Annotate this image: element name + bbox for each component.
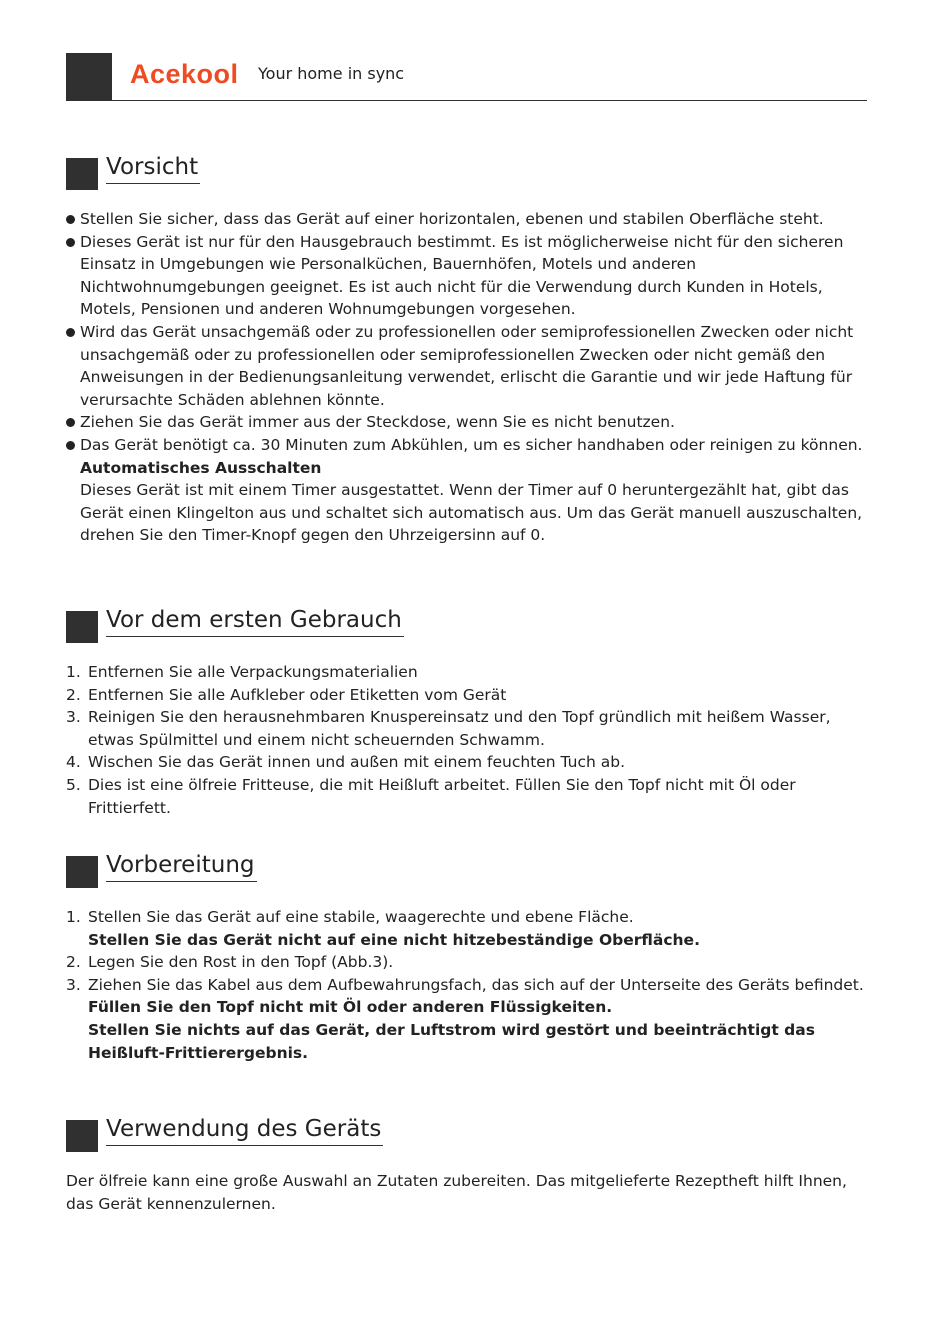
- heading-block-icon: [66, 611, 98, 643]
- section-title: Vorbereitung: [106, 852, 257, 882]
- list-number: 1.: [66, 663, 81, 681]
- list-item: [66, 951, 866, 974]
- auto-off-text: Dieses Gerät ist mit einem Timer ausgestattet. Wenn der Timer auf 0 heruntergezählt hat, gibt das Gerät einen Klingelton aus und schaltet sich automatisch aus. Um das Gerät manuell auszuschalten, drehen Sie den Timer-Knopf gegen den Uhrzeigersinn auf 0.: [80, 481, 863, 545]
- usage-paragraph: Der ölfreie kann eine große Auswahl an Zutaten zubereiten. Das mitgelieferte Rezeptheft hilft Ihnen, das Gerät kennenzulernen.: [66, 1172, 847, 1213]
- list-item: [66, 974, 866, 997]
- list-item: [66, 774, 866, 819]
- section-heading: [66, 852, 866, 888]
- list-item: [66, 906, 866, 929]
- list-item: [66, 321, 866, 411]
- heading-block-icon: [66, 158, 98, 190]
- list-item: [66, 751, 866, 774]
- list-item: [66, 208, 866, 231]
- auto-off-title: Automatisches Ausschalten: [80, 458, 322, 477]
- header-dark-block: [66, 53, 112, 101]
- heading-block-icon: [66, 856, 98, 888]
- section-first-use: [66, 607, 866, 819]
- list-item-text: Wird das Gerät unsachgemäß oder zu professionellen oder semiprofessionellen Zwecken oder nicht unsachgemäß oder zu professionellen oder semiprofessionellen Zwecken oder nicht gemäß den Anweisungen in der Bedienungsanleitung verwendet, erlischt die Garantie und wir jede Haftung für verursachte Schäden ablehnen könnte.: [80, 322, 854, 409]
- list-number: 2.: [66, 685, 81, 704]
- section-title: Verwendung des Geräts: [106, 1116, 383, 1146]
- warning-note: Stellen Sie das Gerät nicht auf eine nicht hitzebeständige Oberfläche.: [88, 930, 700, 949]
- bullet-icon: [66, 418, 75, 427]
- section-vorsicht: [66, 154, 866, 547]
- list-item-text: Stellen Sie das Gerät auf eine stabile, waagerechte und ebene Fläche.: [88, 908, 634, 926]
- warning-note: Füllen Sie den Topf nicht mit Öl oder anderen Flüssigkeiten.: [88, 998, 613, 1017]
- auto-off-block: [66, 457, 866, 547]
- warning-note: Stellen Sie nichts auf das Gerät, der Luftstrom wird gestört und beeinträchtigt das Heißluft-Frittierergebnis.: [88, 1020, 815, 1062]
- list-number: 3.: [66, 708, 81, 727]
- bullet-icon: [66, 238, 75, 247]
- section-heading: [66, 1116, 866, 1152]
- first-use-list: [66, 661, 866, 819]
- list-item: [66, 684, 866, 707]
- bullet-icon: [66, 441, 75, 450]
- section-preparation: [66, 852, 866, 1064]
- list-number: 3.: [66, 975, 81, 994]
- bullet-icon: [66, 328, 75, 337]
- list-item: [66, 706, 866, 751]
- section-title: Vor dem ersten Gebrauch: [106, 607, 404, 637]
- section-heading: [66, 154, 866, 190]
- list-item-text: Dieses Gerät ist nur für den Hausgebrauch bestimmt. Es ist möglicherweise nicht für den sicheren Einsatz in Umgebungen wie Personalküchen, Bauernhöfen, Motels und anderen Nichtwohnumgebungen geeignet. Es ist auch nicht für die Verwendung durch Kunden in Hotels, Motels, Pensionen und anderen Wohnumgebungen vorgesehen.: [80, 232, 844, 319]
- list-item-text: Ziehen Sie das Kabel aus dem Aufbewahrungsfach, das sich auf der Unterseite des Geräts befindet.: [88, 975, 864, 994]
- list-item-text: Entfernen Sie alle Verpackungsmaterialien: [88, 663, 418, 681]
- caution-list: [66, 208, 866, 457]
- list-item-text: Dies ist eine ölfreie Fritteuse, die mit Heißluft arbeitet. Füllen Sie den Topf nicht mit Öl oder Frittierfett.: [88, 775, 796, 817]
- list-item-text: Ziehen Sie das Gerät immer aus der Steckdose, wenn Sie es nicht benutzen.: [80, 413, 675, 432]
- list-number: 5.: [66, 775, 81, 794]
- brand-logo: Acekool: [130, 59, 239, 89]
- section-usage: [66, 1116, 866, 1215]
- header-divider: [112, 100, 867, 101]
- list-item-text: Legen Sie den Rost in den Topf (Abb.3).: [88, 953, 394, 972]
- list-item-text: Stellen Sie sicher, dass das Gerät auf einer horizontalen, ebenen und stabilen Oberfläche steht.: [80, 210, 824, 228]
- section-title: Vorsicht: [106, 154, 200, 184]
- list-item: [66, 411, 866, 434]
- bullet-icon: [66, 215, 75, 224]
- list-number: 4.: [66, 753, 81, 772]
- list-number: 2.: [66, 953, 81, 972]
- list-item-text: Reinigen Sie den herausnehmbaren Knuspereinsatz und den Topf gründlich mit heißem Wasser, etwas Spülmittel und einem nicht scheuernden Schwamm.: [88, 708, 831, 749]
- list-item-text: Das Gerät benötigt ca. 30 Minuten zum Abkühlen, um es sicher handhaben oder reinigen zu können.: [80, 435, 863, 454]
- list-item-text: Entfernen Sie alle Aufkleber oder Etiketten vom Gerät: [88, 685, 507, 704]
- list-number: 1.: [66, 908, 81, 926]
- list-item-text: Wischen Sie das Gerät innen und außen mit einem feuchten Tuch ab.: [88, 753, 626, 772]
- brand-tagline: Your home in sync: [258, 64, 405, 83]
- heading-block-icon: [66, 1120, 98, 1152]
- list-item: [66, 434, 866, 457]
- list-item: [66, 661, 866, 684]
- section-heading: [66, 607, 866, 643]
- list-item: [66, 231, 866, 321]
